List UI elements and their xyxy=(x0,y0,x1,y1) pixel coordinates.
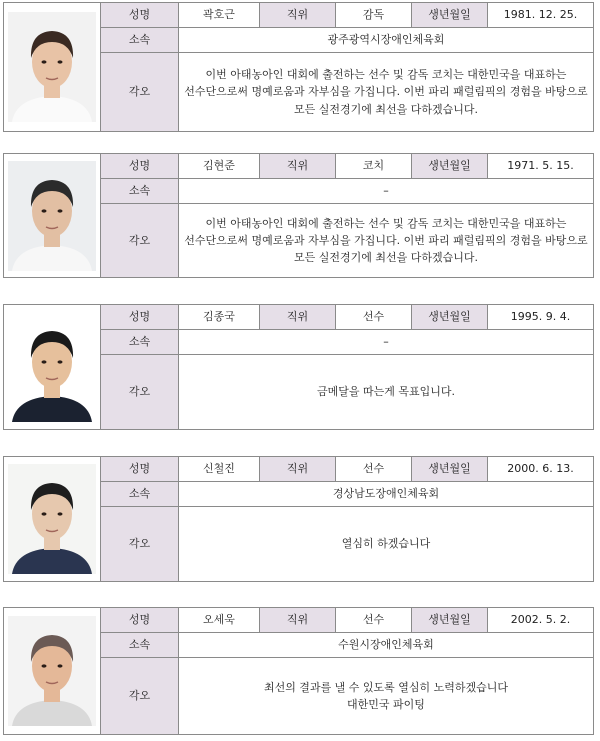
resolution-line: 모든 실전경기에 최선을 다하겠습니다. xyxy=(293,251,478,265)
portrait-photo xyxy=(8,616,96,726)
affiliation-row xyxy=(101,179,593,204)
resolution-label: 각오 xyxy=(101,204,179,277)
affiliation-row xyxy=(101,633,593,658)
affiliation-label: 소속 xyxy=(101,633,179,657)
position-value: 선수 xyxy=(336,608,412,632)
position-label: 직위 xyxy=(260,608,336,632)
position-value: 선수 xyxy=(336,457,412,481)
resolution-text xyxy=(179,53,593,131)
portrait-photo xyxy=(8,161,96,271)
dob-value: 2000. 6. 13. xyxy=(507,462,574,476)
person-card xyxy=(3,153,594,278)
dob-value: 1995. 9. 4. xyxy=(510,310,571,324)
affiliation-label: 소속 xyxy=(101,28,179,52)
dob-value: 1971. 5. 15. xyxy=(507,159,574,173)
photo-cell xyxy=(4,608,101,734)
right-eye xyxy=(58,512,63,515)
affiliation-row xyxy=(101,28,593,53)
resolution-line: 이번 아태농아인 대회에 출전하는 선수 및 감독 코치는 대한민국을 대표하는 xyxy=(205,68,567,82)
resolution-row xyxy=(101,355,593,429)
affiliation-row xyxy=(101,482,593,507)
resolution-row xyxy=(101,204,593,277)
name-value: 김종국 xyxy=(179,305,260,329)
affiliation-label: 소속 xyxy=(101,482,179,506)
name-value: 김현준 xyxy=(179,154,260,178)
basic-info-row xyxy=(101,3,593,28)
resolution-row xyxy=(101,507,593,581)
affiliation-value: – xyxy=(383,335,389,349)
resolution-text xyxy=(179,658,593,734)
resolution-line: 열심히 하겠습니다 xyxy=(341,537,431,551)
position-label: 직위 xyxy=(260,305,336,329)
affiliation-label: 소속 xyxy=(101,179,179,203)
resolution-label: 각오 xyxy=(101,658,179,734)
dob-label: 생년월일 xyxy=(412,3,488,27)
photo-cell xyxy=(4,3,101,131)
position-value: 감독 xyxy=(336,3,412,27)
resolution-label: 각오 xyxy=(101,53,179,131)
portrait-photo xyxy=(8,312,96,422)
name-label: 성명 xyxy=(101,608,179,632)
dob-value: 1981. 12. 25. xyxy=(503,8,578,22)
position-label: 직위 xyxy=(260,154,336,178)
dob-value: 2002. 5. 2. xyxy=(510,613,571,627)
right-eye xyxy=(58,664,63,667)
name-value: 오세욱 xyxy=(179,608,260,632)
person-card xyxy=(3,304,594,430)
resolution-label: 각오 xyxy=(101,355,179,429)
basic-info-row xyxy=(101,154,593,179)
basic-info-row xyxy=(101,608,593,633)
dob-label: 생년월일 xyxy=(412,154,488,178)
resolution-line: 최선의 결과를 낼 수 있도록 열심히 노력하겠습니다 xyxy=(263,680,509,694)
position-value: 코치 xyxy=(336,154,412,178)
basic-info-row xyxy=(101,305,593,330)
resolution-line: 금메달을 따는게 목표입니다. xyxy=(316,385,455,399)
resolution-line: 선수단으로써 명예로움과 자부심을 가집니다. 이번 파리 패럴림픽의 경험을 바탕으로 xyxy=(184,233,588,247)
affiliation-row xyxy=(101,330,593,355)
photo-cell xyxy=(4,154,101,277)
info-table xyxy=(101,3,593,131)
left-eye xyxy=(42,664,47,667)
name-label: 성명 xyxy=(101,305,179,329)
name-value: 신철진 xyxy=(179,457,260,481)
affiliation-label: 소속 xyxy=(101,330,179,354)
affiliation-value: 경상남도장애인체육회 xyxy=(332,487,440,501)
info-table xyxy=(101,305,593,429)
dob-label: 생년월일 xyxy=(412,457,488,481)
right-eye xyxy=(58,209,63,212)
info-table xyxy=(101,457,593,581)
position-value: 선수 xyxy=(336,305,412,329)
person-card xyxy=(3,2,594,132)
dob-label: 생년월일 xyxy=(412,608,488,632)
right-eye xyxy=(58,60,63,63)
photo-cell xyxy=(4,305,101,429)
name-label: 성명 xyxy=(101,154,179,178)
left-eye xyxy=(42,360,47,363)
position-label: 직위 xyxy=(260,3,336,27)
basic-info-row xyxy=(101,457,593,482)
resolution-line: 대한민국 파이팅 xyxy=(347,698,425,711)
resolution-line: 이번 아태농아인 대회에 출전하는 선수 및 감독 코치는 대한민국을 대표하는 xyxy=(205,216,567,230)
left-eye xyxy=(42,209,47,212)
resolution-text xyxy=(179,507,593,581)
name-label: 성명 xyxy=(101,457,179,481)
resolution-text xyxy=(179,355,593,429)
person-card xyxy=(3,607,594,735)
photo-cell xyxy=(4,457,101,581)
resolution-line: 선수단으로써 명예로움과 자부심을 가집니다. 이번 파리 패럴림픽의 경험을 바탕으로 xyxy=(184,85,588,99)
affiliation-value: 수원시장애인체육회 xyxy=(338,638,434,652)
left-eye xyxy=(42,512,47,515)
name-label: 성명 xyxy=(101,3,179,27)
person-card xyxy=(3,456,594,582)
name-value: 곽호근 xyxy=(179,3,260,27)
resolution-text xyxy=(179,204,593,277)
affiliation-value: – xyxy=(383,184,389,198)
resolution-line: 모든 실전경기에 최선을 다하겠습니다. xyxy=(293,102,478,116)
info-table xyxy=(101,608,593,734)
info-table xyxy=(101,154,593,277)
portrait-photo xyxy=(8,464,96,574)
left-eye xyxy=(42,60,47,63)
portrait-photo xyxy=(8,12,96,122)
dob-label: 생년월일 xyxy=(412,305,488,329)
resolution-row xyxy=(101,658,593,734)
affiliation-value: 광주광역시장애인체육회 xyxy=(327,33,445,47)
resolution-label: 각오 xyxy=(101,507,179,581)
right-eye xyxy=(58,360,63,363)
resolution-row xyxy=(101,53,593,131)
position-label: 직위 xyxy=(260,457,336,481)
